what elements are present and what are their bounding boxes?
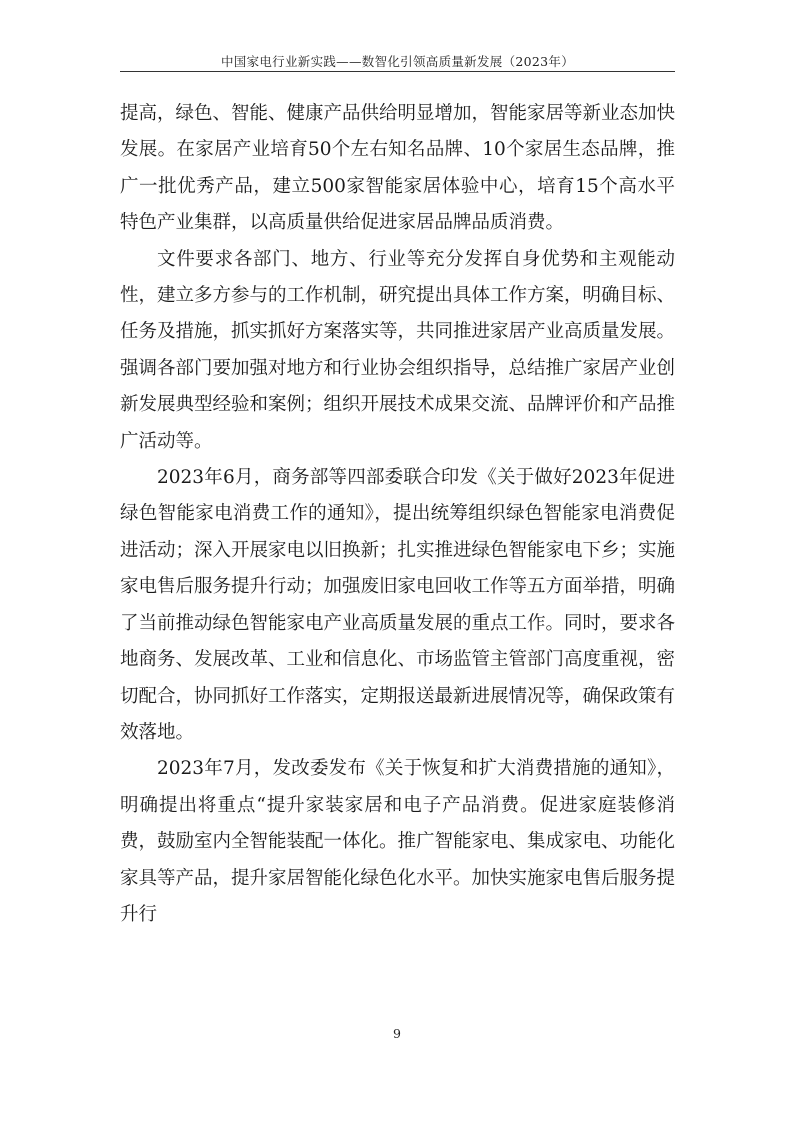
paragraph-june-2023-notice: 2023年6月，商务部等四部委联合印发《关于做好2023年促进绿色智能家电消费工作的通知》，提出统筹组织绿色智能家电消费促进活动；深入开展家电以旧换新；扎实推进绿色智能家电下乡；实施家电售后服务提升行动；加强废旧家电回收工作等五方面举措，明确了当前推动绿色智能家电产业高质量发展的重点工作。同时，要求各地商务、发展改革、工业和信息化、市场监管主管部门高度重视，密切配合，协同抓好工作落实，定期报送最新进展情况等，确保政策有效落地。 — [120, 467, 676, 743]
running-header: 中国家电行业新实践——数智化引领高质量新发展（2023年） — [220, 54, 574, 69]
header-divider — [120, 71, 675, 72]
body-text — [120, 96, 675, 933]
paragraph-continued: 提高，绿色、智能、健康产品供给明显增加，智能家居等新业态加快发展。在家居产业培育50个左右知名品牌、10个家居生态品牌，推广一批优秀产品，建立500家智能家居体验中心，培育15个高水平特色产业集群，以高质量供给促进家居品牌品质消费。 — [120, 103, 676, 234]
paragraph-document-requirements: 文件要求各部门、地方、行业等充分发挥自身优势和主观能动性，建立多方参与的工作机制，研究提出具体工作方案，明确目标、任务及措施，抓实抓好方案落实等，共同推进家居产业高质量发展。强调各部门要加强对地方和行业协会组织指导，总结推广家居产业创新发展典型经验和案例；组织开展技术成果交流、品牌评价和产品推广活动等。 — [120, 248, 676, 452]
paragraph-july-2023-notice: 2023年7月，发改委发布《关于恢复和扩大消费措施的通知》，明确提出将重点“提升家装家居和电子产品消费。促进家庭装修消费，鼓励室内全智能装配一体化。推广智能家电、集成家电、功能化家具等产品，提升家居智能化绿色化水平。加快实施家电售后服务提升行 — [120, 758, 676, 925]
page-number: 9 — [393, 1026, 401, 1041]
